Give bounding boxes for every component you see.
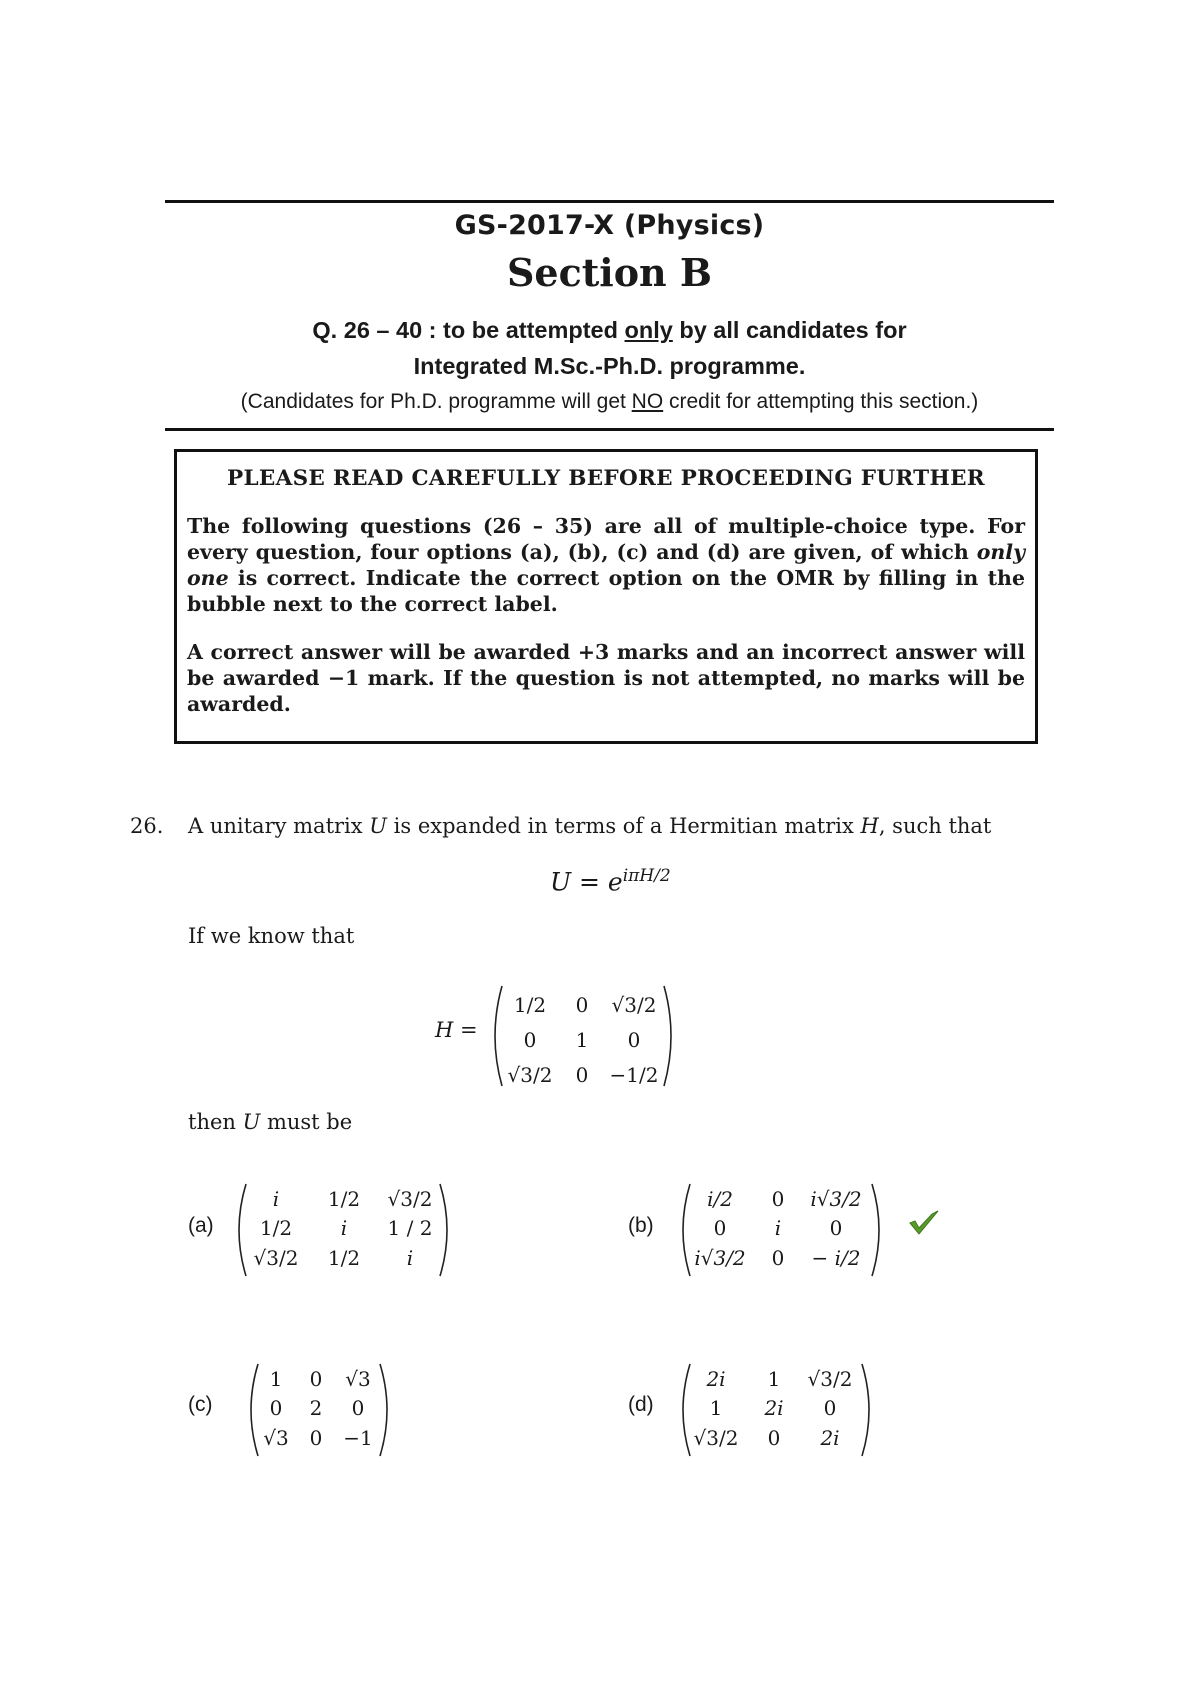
exam-code: GS-2017-X (Physics) [454, 210, 765, 241]
h-matrix-right-paren [664, 986, 671, 1086]
question-text: A unitary matrix U is expanded in terms of a Hermitian matrix H, such that [188, 814, 992, 838]
if-text: If we know that [188, 924, 355, 948]
option-c-cell-3-1: √3 [263, 1426, 289, 1450]
option-a-cell-2-2: i [340, 1216, 348, 1240]
option-c-matrix[interactable] [244, 1360, 394, 1460]
option-b-cell-2-2: i [774, 1216, 782, 1240]
option-b-left-paren [683, 1184, 690, 1276]
option-c-cell-1-3: √3 [345, 1367, 371, 1391]
option-c-cell-1-1: 1 [269, 1367, 283, 1391]
option-b-label[interactable]: (b) [628, 1214, 654, 1237]
option-a-matrix[interactable] [232, 1180, 454, 1280]
option-c-cell-3-3: −1 [343, 1426, 373, 1450]
unitary-equation: $U = e^{i\pi H/2}$ [550, 866, 671, 897]
option-d-cell-2-2: 2i [764, 1396, 784, 1420]
option-a-cell-1-3: √3/2 [387, 1187, 433, 1211]
option-d-cell-1-3: √3/2 [807, 1367, 853, 1391]
option-a-cell-2-1: 1/2 [259, 1216, 293, 1240]
option-c-right-paren [380, 1364, 387, 1456]
option-a-cell-3-3: i [406, 1246, 414, 1270]
option-d-label[interactable]: (d) [628, 1393, 654, 1416]
h-matrix-cell-1-1: 1/2 [513, 993, 547, 1017]
h-matrix-cell-3-1: √3/2 [507, 1063, 553, 1087]
option-d-cell-3-2: 0 [767, 1426, 781, 1450]
option-d-cell-1-1: 2i [706, 1367, 726, 1391]
instructions-title: PLEASE READ CAREFULLY BEFORE PROCEEDING FURTHER [227, 466, 985, 491]
h-matrix-cell-2-2: 1 [575, 1028, 589, 1052]
option-a-cell-1-1: i [272, 1187, 280, 1211]
h-matrix-cell-1-3: √3/2 [611, 993, 657, 1017]
option-d-cell-3-3: 2i [820, 1426, 840, 1450]
option-b-cell-1-2: 0 [771, 1187, 785, 1211]
option-a-label[interactable]: (a) [188, 1214, 214, 1237]
section-title: Section B [506, 250, 713, 295]
h-matrix-cell-3-2: 0 [575, 1063, 589, 1087]
option-a-left-paren [239, 1184, 246, 1276]
option-c-cell-1-2: 0 [309, 1367, 323, 1391]
option-a-cell-1-2: 1/2 [327, 1187, 361, 1211]
option-a-cell-3-2: 1/2 [327, 1246, 361, 1270]
option-c-label[interactable]: (c) [188, 1393, 213, 1416]
h-matrix [488, 982, 678, 1090]
option-c-cell-2-3: 0 [351, 1396, 365, 1420]
section-note: (Candidates for Ph.D. programme will get NO credit for attempting this section.) [240, 390, 979, 413]
option-c-left-paren [251, 1364, 258, 1456]
option-b-cell-1-3: i√3/2 [810, 1187, 862, 1211]
option-c-cell-2-2: 2 [309, 1396, 323, 1420]
option-c-cell-2-1: 0 [269, 1396, 283, 1420]
section-scope: Q. 26 – 40 : to be attempted only by all candidates for Integrated M.Sc.-Ph.D. programme. [312, 317, 907, 379]
instructions-box [174, 449, 1038, 744]
h-matrix-cell-1-2: 0 [575, 993, 589, 1017]
option-b-matrix[interactable] [676, 1180, 886, 1280]
instructions-paragraph-1: The following questions (26 – 35) are all of multiple-choice type. For every question, four options (a), (b), (c) and (d) are given, of which only one is correct. Indicate the correct option on the OMR by filling in the bubble next to the correct label. [187, 514, 1025, 616]
option-d-cell-3-1: √3/2 [693, 1426, 739, 1450]
bottom-rule [165, 428, 1054, 431]
option-b-cell-2-3: 0 [829, 1216, 843, 1240]
option-b-cell-2-1: 0 [713, 1216, 727, 1240]
option-a-cell-2-3: 1 / 2 [387, 1216, 433, 1240]
h-matrix-cell-2-1: 0 [523, 1028, 537, 1052]
check-mark-icon [908, 1208, 940, 1238]
h-matrix-cell-3-3: −1/2 [609, 1063, 659, 1087]
option-d-cell-2-3: 0 [823, 1396, 837, 1420]
h-matrix-left-paren [495, 986, 502, 1086]
option-b-cell-3-2: 0 [771, 1246, 785, 1270]
option-d-left-paren [683, 1364, 690, 1456]
option-b-cell-1-1: i/2 [707, 1187, 733, 1211]
option-c-cell-3-2: 0 [309, 1426, 323, 1450]
option-d-cell-2-1: 1 [709, 1396, 723, 1420]
option-a-right-paren [440, 1184, 447, 1276]
question-number: 26. [130, 814, 164, 838]
instructions-paragraph-2: A correct answer will be awarded +3 marks and an incorrect answer will be awarded −1 mark. If the question is not attempted, no marks will be awarded. [187, 640, 1025, 716]
option-b-cell-3-1: i√3/2 [694, 1246, 746, 1270]
option-d-matrix[interactable] [676, 1360, 876, 1460]
option-b-right-paren [872, 1184, 879, 1276]
top-rule [165, 200, 1054, 203]
option-d-cell-1-2: 1 [767, 1367, 781, 1391]
h-matrix-label: H = [435, 1018, 478, 1042]
option-d-right-paren [862, 1364, 869, 1456]
then-text: then U must be [188, 1110, 353, 1134]
option-a-cell-3-1: √3/2 [253, 1246, 299, 1270]
option-b-cell-3-3: − i/2 [811, 1246, 861, 1270]
h-matrix-cell-2-3: 0 [627, 1028, 641, 1052]
